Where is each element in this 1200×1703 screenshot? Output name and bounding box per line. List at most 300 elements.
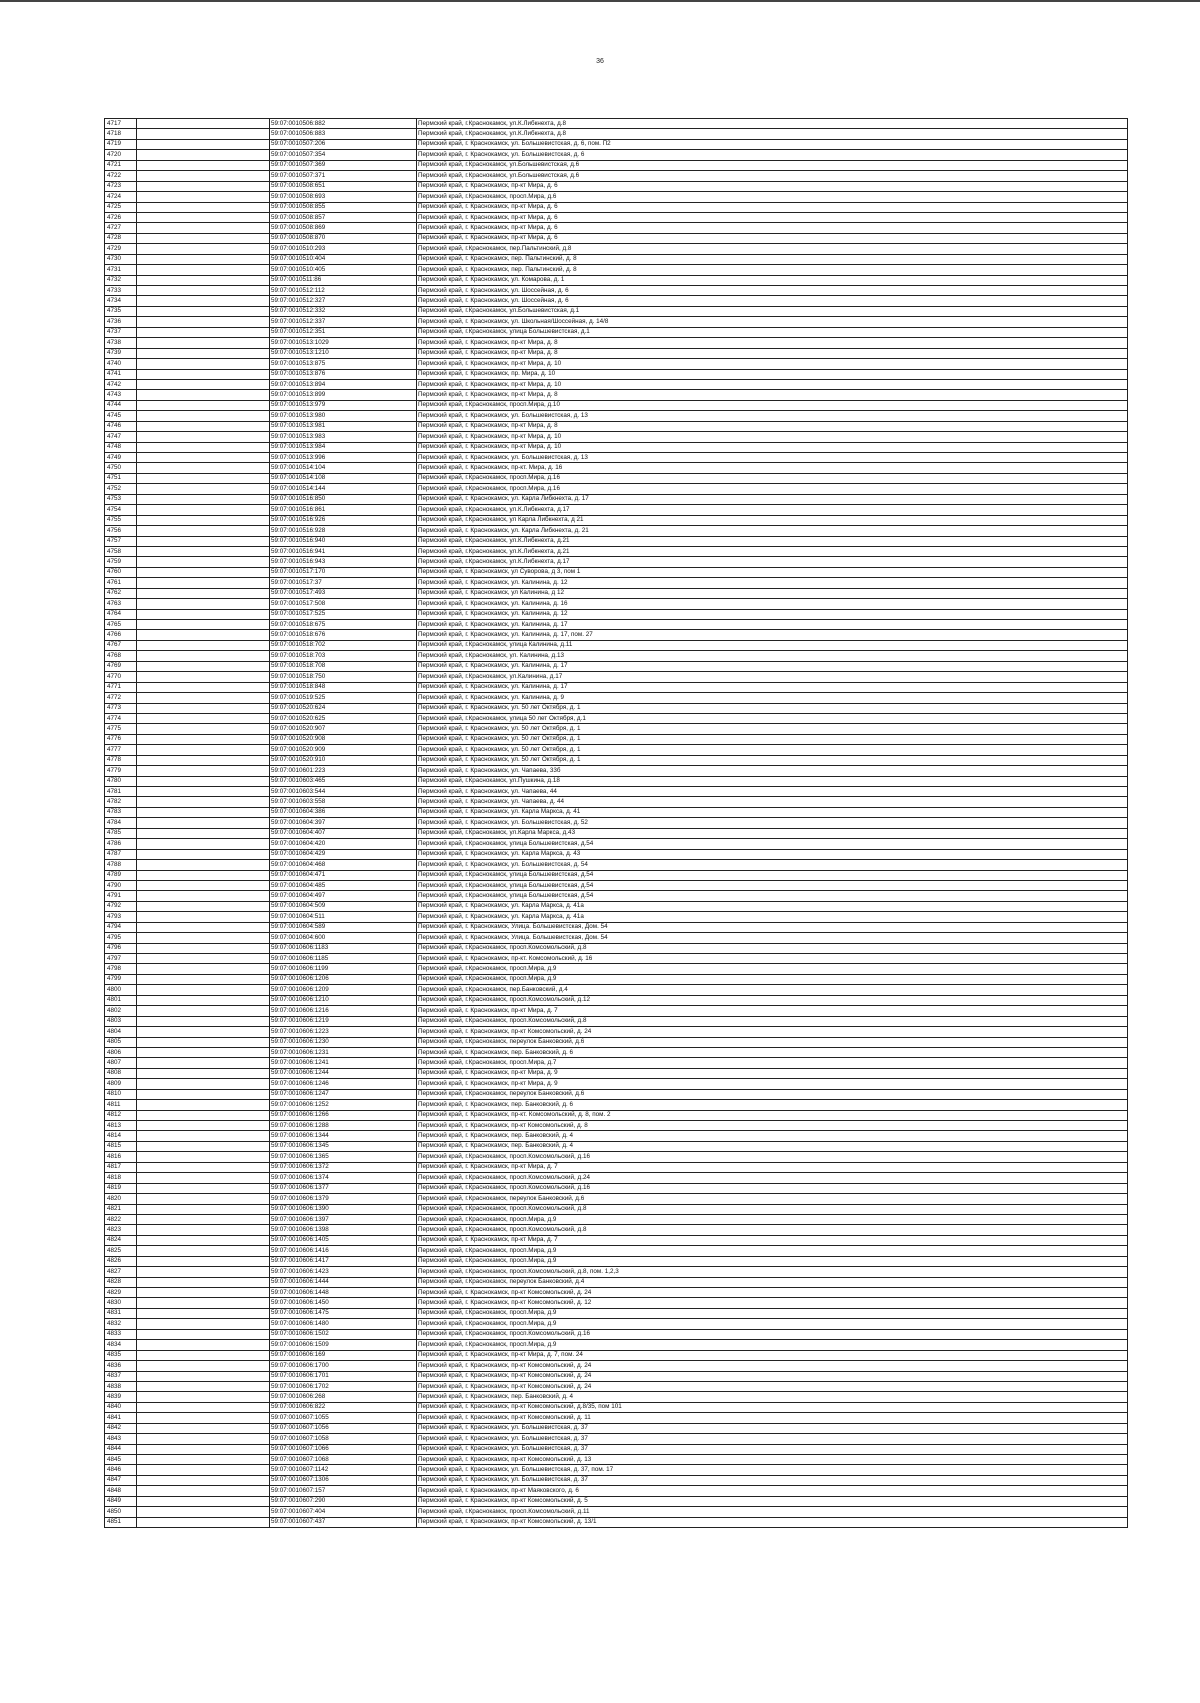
address-cell: Пермский край, г.Краснокамск, переулок Банковский, д.6: [417, 1037, 1128, 1047]
cadastral-number-cell: 59:07:0010516:928: [270, 526, 417, 536]
row-number-cell: 4837: [105, 1371, 137, 1381]
cadastral-number-cell: 59:07:0010606:1397: [270, 1214, 417, 1224]
table-row: [105, 1079, 1128, 1089]
empty-cell: [137, 1496, 270, 1506]
address-cell: Пермский край, г.Краснокамск, ул.Большевистская, д.1: [417, 306, 1128, 316]
empty-cell: [137, 432, 270, 442]
cadastral-number-cell: 59:07:0010603:465: [270, 776, 417, 786]
row-number-cell: 4740: [105, 359, 137, 369]
row-number-cell: 4848: [105, 1486, 137, 1496]
empty-cell: [137, 912, 270, 922]
row-number-cell: 4724: [105, 192, 137, 202]
address-cell: Пермский край, г. Краснокамск, ул. Калинина, д. 9: [417, 693, 1128, 703]
cadastral-number-cell: 59:07:0010518:848: [270, 682, 417, 692]
address-cell: Пермский край, г. Краснокамск, ул. Большевистская, д. 54: [417, 860, 1128, 870]
address-cell: Пермский край, г.Краснокамск, ул Карла Либкнехта, д 21: [417, 515, 1128, 525]
address-cell: Пермский край, г. Краснокамск, ул. Большевистская, д. 6: [417, 150, 1128, 160]
cadastral-number-cell: 59:07:0010606:1702: [270, 1381, 417, 1391]
empty-cell: [137, 244, 270, 254]
empty-cell: [137, 1319, 270, 1329]
empty-cell: [137, 348, 270, 358]
empty-cell: [137, 1225, 270, 1235]
address-cell: Пермский край, г.Краснокамск, ул.Калинина, д.17: [417, 672, 1128, 682]
cadastral-number-cell: 59:07:0010606:1398: [270, 1225, 417, 1235]
empty-cell: [137, 1006, 270, 1016]
cadastral-number-cell: 59:07:0010604:471: [270, 870, 417, 880]
address-cell: Пермский край, г. Краснокамск, пр-кт Мира, д. 9: [417, 1079, 1128, 1089]
cadastral-number-cell: 59:07:0010513:983: [270, 432, 417, 442]
row-number-cell: 4840: [105, 1402, 137, 1412]
table-row: [105, 400, 1128, 410]
row-number-cell: 4830: [105, 1298, 137, 1308]
empty-cell: [137, 713, 270, 723]
cadastral-number-cell: 59:07:0010516:850: [270, 494, 417, 504]
cadastral-number-cell: 59:07:0010512:337: [270, 317, 417, 327]
cadastral-number-cell: 59:07:0010513:981: [270, 421, 417, 431]
table-row: [105, 870, 1128, 880]
empty-cell: [137, 943, 270, 953]
empty-cell: [137, 1204, 270, 1214]
table-row: [105, 860, 1128, 870]
address-cell: Пермский край, г.Краснокамск, улица Большевистская, д.1: [417, 327, 1128, 337]
address-cell: Пермский край, г.Краснокамск, переулок Банковский, д.6: [417, 1089, 1128, 1099]
table-row: [105, 150, 1128, 160]
empty-cell: [137, 620, 270, 630]
cadastral-number-cell: 59:07:0010606:1266: [270, 1110, 417, 1120]
empty-cell: [137, 160, 270, 170]
table-row: [105, 526, 1128, 536]
table-row: [105, 1037, 1128, 1047]
empty-cell: [137, 599, 270, 609]
table-row: [105, 1225, 1128, 1235]
row-number-cell: 4761: [105, 578, 137, 588]
cadastral-number-cell: 59:07:0010606:1216: [270, 1006, 417, 1016]
empty-cell: [137, 651, 270, 661]
address-cell: Пермский край, г. Краснокамск, пр-кт Комсомольский, д.8/35, пом 101: [417, 1402, 1128, 1412]
table-row: [105, 1371, 1128, 1381]
address-cell: Пермский край, г. Краснокамск, пр-кт Комсомольский, д. 5: [417, 1496, 1128, 1506]
row-number-cell: 4765: [105, 620, 137, 630]
cadastral-number-cell: 59:07:0010507:206: [270, 139, 417, 149]
cadastral-number-cell: 59:07:0010514:108: [270, 473, 417, 483]
address-cell: Пермский край, г.Краснокамск, просп.Комсомольский, д.11: [417, 1507, 1128, 1517]
row-number-cell: 4826: [105, 1256, 137, 1266]
empty-cell: [137, 546, 270, 556]
empty-cell: [137, 557, 270, 567]
address-cell: Пермский край, г.Краснокамск, улица Большевистская, д.54: [417, 870, 1128, 880]
cadastral-number-cell: 59:07:0010604:420: [270, 839, 417, 849]
table-row: [105, 1277, 1128, 1287]
row-number-cell: 4746: [105, 421, 137, 431]
table-row: [105, 1141, 1128, 1151]
table-row: [105, 1434, 1128, 1444]
empty-cell: [137, 254, 270, 264]
table-row: [105, 880, 1128, 890]
table-row: [105, 1423, 1128, 1433]
row-number-cell: 4749: [105, 453, 137, 463]
row-number-cell: 4794: [105, 922, 137, 932]
row-number-cell: 4796: [105, 943, 137, 953]
row-number-cell: 4783: [105, 807, 137, 817]
cadastral-number-cell: 59:07:0010516:940: [270, 536, 417, 546]
table-row: [105, 1350, 1128, 1360]
cadastral-number-cell: 59:07:0010607:157: [270, 1486, 417, 1496]
empty-cell: [137, 1434, 270, 1444]
empty-cell: [137, 369, 270, 379]
empty-cell: [137, 1121, 270, 1131]
empty-cell: [137, 1288, 270, 1298]
empty-cell: [137, 682, 270, 692]
table-row: [105, 1392, 1128, 1402]
empty-cell: [137, 891, 270, 901]
table-row: [105, 181, 1128, 191]
table-body: [105, 119, 1128, 1528]
address-cell: Пермский край, г. Краснокамск, ул. Карла Маркса, д. 41: [417, 807, 1128, 817]
row-number-cell: 4769: [105, 661, 137, 671]
table-row: [105, 411, 1128, 421]
cadastral-number-cell: 59:07:0010607:1142: [270, 1465, 417, 1475]
empty-cell: [137, 724, 270, 734]
address-cell: Пермский край, г. Краснокамск, Улица. Большевистская, Дом. 54: [417, 922, 1128, 932]
table-row: [105, 171, 1128, 181]
empty-cell: [137, 1371, 270, 1381]
empty-cell: [137, 139, 270, 149]
row-number-cell: 4836: [105, 1361, 137, 1371]
row-number-cell: 4802: [105, 1006, 137, 1016]
row-number-cell: 4735: [105, 306, 137, 316]
cadastral-number-cell: 59:07:0010606:1210: [270, 995, 417, 1005]
address-cell: Пермский край, г.Краснокамск, ул.К.Либкнехта, д.8: [417, 129, 1128, 139]
table-row: [105, 943, 1128, 953]
empty-cell: [137, 766, 270, 776]
empty-cell: [137, 473, 270, 483]
empty-cell: [137, 954, 270, 964]
address-cell: Пермский край, г. Краснокамск, пер. Банковский, д. 6: [417, 1047, 1128, 1057]
address-cell: Пермский край, г. Краснокамск, пер. Банковский, д. 4: [417, 1141, 1128, 1151]
table-row: [105, 1016, 1128, 1026]
empty-cell: [137, 1392, 270, 1402]
empty-cell: [137, 1235, 270, 1245]
cadastral-number-cell: 59:07:0010606:1379: [270, 1194, 417, 1204]
table-row: [105, 484, 1128, 494]
cadastral-number-cell: 59:07:0010513:1029: [270, 338, 417, 348]
row-number-cell: 4739: [105, 348, 137, 358]
empty-cell: [137, 630, 270, 640]
table-row: [105, 432, 1128, 442]
address-cell: Пермский край, г. Краснокамск, ул. Калинина, д. 17: [417, 620, 1128, 630]
cadastral-number-cell: 59:07:0010518:675: [270, 620, 417, 630]
cadastral-number-cell: 59:07:0010606:1252: [270, 1100, 417, 1110]
empty-cell: [137, 202, 270, 212]
row-number-cell: 4760: [105, 567, 137, 577]
empty-cell: [137, 421, 270, 431]
row-number-cell: 4752: [105, 484, 137, 494]
row-number-cell: 4744: [105, 400, 137, 410]
row-number-cell: 4850: [105, 1507, 137, 1517]
cadastral-number-cell: 59:07:0010606:1480: [270, 1319, 417, 1329]
table-row: [105, 348, 1128, 358]
cadastral-number-cell: 59:07:0010508:855: [270, 202, 417, 212]
row-number-cell: 4770: [105, 672, 137, 682]
table-row: [105, 588, 1128, 598]
cadastral-number-cell: 59:07:0010513:996: [270, 453, 417, 463]
address-cell: Пермский край, г. Краснокамск, ул. Большевистская, д. 37: [417, 1423, 1128, 1433]
empty-cell: [137, 463, 270, 473]
row-number-cell: 4843: [105, 1434, 137, 1444]
row-number-cell: 4800: [105, 985, 137, 995]
address-cell: Пермский край, г. Краснокамск, пер. Банковский, д. 4: [417, 1392, 1128, 1402]
table-row: [105, 995, 1128, 1005]
address-cell: Пермский край, г.Краснокамск, улица Большевистская, д.54: [417, 880, 1128, 890]
row-number-cell: 4834: [105, 1340, 137, 1350]
row-number-cell: 4722: [105, 171, 137, 181]
address-cell: Пермский край, г. Краснокамск, пер. Пальтинский, д. 8: [417, 265, 1128, 275]
table-row: [105, 985, 1128, 995]
cadastral-number-cell: 59:07:0010510:293: [270, 244, 417, 254]
empty-cell: [137, 379, 270, 389]
address-cell: Пермский край, г. Краснокамск, пр-кт Комсомольский, д. 13/1: [417, 1517, 1128, 1527]
row-number-cell: 4788: [105, 860, 137, 870]
address-cell: Пермский край, г.Краснокамск, просп.Комсомольский, д.8: [417, 1016, 1128, 1026]
row-number-cell: 4736: [105, 317, 137, 327]
cadastral-number-cell: 59:07:0010606:1405: [270, 1235, 417, 1245]
table-row: [105, 139, 1128, 149]
table-row: [105, 265, 1128, 275]
address-cell: Пермский край, г. Краснокамск, пр-кт Комсомольский, д. 24: [417, 1381, 1128, 1391]
empty-cell: [137, 1267, 270, 1277]
empty-cell: [137, 338, 270, 348]
address-cell: Пермский край, г. Краснокамск, пр-кт Мира, д. 6: [417, 202, 1128, 212]
cadastral-number-cell: 59:07:0010607:404: [270, 1507, 417, 1517]
address-cell: Пермский край, г. Краснокамск, пр-кт Мира, д. 6: [417, 181, 1128, 191]
row-number-cell: 4815: [105, 1141, 137, 1151]
top-rule: [0, 0, 1200, 2]
row-number-cell: 4817: [105, 1162, 137, 1172]
row-number-cell: 4845: [105, 1455, 137, 1465]
empty-cell: [137, 286, 270, 296]
row-number-cell: 4787: [105, 849, 137, 859]
row-number-cell: 4768: [105, 651, 137, 661]
cadastral-number-cell: 59:07:0010517:37: [270, 578, 417, 588]
table-row: [105, 1027, 1128, 1037]
row-number-cell: 4851: [105, 1517, 137, 1527]
row-number-cell: 4763: [105, 599, 137, 609]
address-cell: Пермский край, г. Краснокамск, ул Суворова, д 3, пом 1: [417, 567, 1128, 577]
cadastral-number-cell: 59:07:0010516:943: [270, 557, 417, 567]
cadastral-number-cell: 59:07:0010518:703: [270, 651, 417, 661]
cadastral-number-cell: 59:07:0010606:1288: [270, 1121, 417, 1131]
address-cell: Пермский край, г. Краснокамск, Улица. Большевистская, Дом. 54: [417, 933, 1128, 943]
row-number-cell: 4842: [105, 1423, 137, 1433]
table-row: [105, 1402, 1128, 1412]
table-row: [105, 1047, 1128, 1057]
table-row: [105, 442, 1128, 452]
address-cell: Пермский край, г.Краснокамск, просп.Комсомольский, д.8: [417, 943, 1128, 953]
table-row: [105, 630, 1128, 640]
row-number-cell: 4831: [105, 1308, 137, 1318]
address-cell: Пермский край, г. Краснокамск, ул. 50 лет Октября, д. 1: [417, 755, 1128, 765]
cadastral-number-cell: 59:07:0010508:870: [270, 233, 417, 243]
row-number-cell: 4757: [105, 536, 137, 546]
cadastral-number-cell: 59:07:0010606:1345: [270, 1141, 417, 1151]
empty-cell: [137, 1277, 270, 1287]
address-cell: Пермский край, г.Краснокамск, ул.Пушкина, д.18: [417, 776, 1128, 786]
table-row: [105, 1214, 1128, 1224]
empty-cell: [137, 1100, 270, 1110]
row-number-cell: 4827: [105, 1267, 137, 1277]
table-row: [105, 390, 1128, 400]
cadastral-number-cell: 59:07:0010606:1209: [270, 985, 417, 995]
address-cell: Пермский край, г. Краснокамск, ул. Большевистская, д. 37: [417, 1444, 1128, 1454]
table-row: [105, 212, 1128, 222]
table-row: [105, 1173, 1128, 1183]
table-row: [105, 1288, 1128, 1298]
table-row: [105, 453, 1128, 463]
cadastral-number-cell: 59:07:0010516:926: [270, 515, 417, 525]
empty-cell: [137, 745, 270, 755]
cadastral-number-cell: 59:07:0010606:1247: [270, 1089, 417, 1099]
empty-cell: [137, 567, 270, 577]
cadastral-number-cell: 59:07:0010512:327: [270, 296, 417, 306]
cadastral-number-cell: 59:07:0010517:170: [270, 567, 417, 577]
address-cell: Пермский край, г. Краснокамск, пр-кт Мира, д. 7: [417, 1006, 1128, 1016]
row-number-cell: 4727: [105, 223, 137, 233]
address-cell: Пермский край, г.Краснокамск, ул.Карла Маркса, д.43: [417, 828, 1128, 838]
cadastral-number-cell: 59:07:0010606:1444: [270, 1277, 417, 1287]
empty-cell: [137, 526, 270, 536]
address-cell: Пермский край, г.Краснокамск, просп.Мира, д.9: [417, 1246, 1128, 1256]
address-cell: Пермский край, г. Краснокамск, пр-кт Мира, д. 8: [417, 390, 1128, 400]
empty-cell: [137, 578, 270, 588]
table-row: [105, 1496, 1128, 1506]
row-number-cell: 4820: [105, 1194, 137, 1204]
row-number-cell: 4797: [105, 954, 137, 964]
table-row: [105, 1235, 1128, 1245]
empty-cell: [137, 1381, 270, 1391]
cadastral-number-cell: 59:07:0010606:1372: [270, 1162, 417, 1172]
address-cell: Пермский край, г. Краснокамск, пр-кт Мира, д. 6: [417, 223, 1128, 233]
table-row: [105, 703, 1128, 713]
cadastral-number-cell: 59:07:0010508:857: [270, 212, 417, 222]
cadastral-number-cell: 59:07:0010606:1423: [270, 1267, 417, 1277]
cadastral-table: [104, 118, 1128, 1528]
address-cell: Пермский край, г.Краснокамск, просп.Мира, д.6: [417, 192, 1128, 202]
empty-cell: [137, 703, 270, 713]
empty-cell: [137, 849, 270, 859]
row-number-cell: 4741: [105, 369, 137, 379]
table-row: [105, 1465, 1128, 1475]
cadastral-number-cell: 59:07:0010604:511: [270, 912, 417, 922]
cadastral-number-cell: 59:07:0010518:708: [270, 661, 417, 671]
row-number-cell: 4809: [105, 1079, 137, 1089]
row-number-cell: 4806: [105, 1047, 137, 1057]
address-cell: Пермский край, г.Краснокамск, просп.Мира, д.7: [417, 1058, 1128, 1068]
table-row: [105, 1413, 1128, 1423]
table-row: [105, 1006, 1128, 1016]
table-row: [105, 964, 1128, 974]
row-number-cell: 4777: [105, 745, 137, 755]
table-row: [105, 1486, 1128, 1496]
empty-cell: [137, 974, 270, 984]
address-cell: Пермский край, г. Краснокамск, пр-кт. Мира, д. 16: [417, 463, 1128, 473]
address-cell: Пермский край, г. Краснокамск, ул. Большевистская, д. 13: [417, 453, 1128, 463]
table-row: [105, 379, 1128, 389]
address-cell: Пермский край, г. Краснокамск, пр-кт Мира, д. 6: [417, 233, 1128, 243]
empty-cell: [137, 1423, 270, 1433]
empty-cell: [137, 129, 270, 139]
address-cell: Пермский край, г.Краснокамск, улица Калинина, д.11: [417, 640, 1128, 650]
row-number-cell: 4821: [105, 1204, 137, 1214]
row-number-cell: 4779: [105, 766, 137, 776]
row-number-cell: 4781: [105, 787, 137, 797]
address-cell: Пермский край, г. Краснокамск, пр. Мира, д. 10: [417, 369, 1128, 379]
row-number-cell: 4833: [105, 1329, 137, 1339]
cadastral-number-cell: 59:07:0010517:508: [270, 599, 417, 609]
cadastral-number-cell: 59:07:0010508:693: [270, 192, 417, 202]
empty-cell: [137, 400, 270, 410]
table-row: [105, 1204, 1128, 1214]
address-cell: Пермский край, г. Краснокамск, пр-кт Комсомольский, д. 13: [417, 1455, 1128, 1465]
address-cell: Пермский край, г. Краснокамск, пр-кт Мира, д. 8: [417, 338, 1128, 348]
empty-cell: [137, 609, 270, 619]
address-cell: Пермский край, г. Краснокамск, ул. Шоссейная, д. 6: [417, 296, 1128, 306]
table-row: [105, 515, 1128, 525]
empty-cell: [137, 1507, 270, 1517]
row-number-cell: 4825: [105, 1246, 137, 1256]
address-cell: Пермский край, г.Краснокамск, просп.Мира, д.9: [417, 964, 1128, 974]
address-cell: Пермский край, г.Краснокамск, просп.Мира, д.9: [417, 974, 1128, 984]
empty-cell: [137, 787, 270, 797]
row-number-cell: 4719: [105, 139, 137, 149]
row-number-cell: 4829: [105, 1288, 137, 1298]
table-row: [105, 1319, 1128, 1329]
table-row: [105, 1444, 1128, 1454]
table-row: [105, 160, 1128, 170]
cadastral-number-cell: 59:07:0010607:1066: [270, 1444, 417, 1454]
cadastral-number-cell: 59:07:0010507:369: [270, 160, 417, 170]
address-cell: Пермский край, г. Краснокамск, ул. Большевистская, д. 37: [417, 1475, 1128, 1485]
address-cell: Пермский край, г. Краснокамск, пр-кт Комсомольский, д. 24: [417, 1288, 1128, 1298]
table-row: [105, 1329, 1128, 1339]
address-cell: Пермский край, г. Краснокамск, ул. Калинина, д. 16: [417, 599, 1128, 609]
empty-cell: [137, 233, 270, 243]
address-cell: Пермский край, г. Краснокамск, ул. Калинина, д. 12: [417, 609, 1128, 619]
row-number-cell: 4839: [105, 1392, 137, 1402]
cadastral-number-cell: 59:07:0010606:1417: [270, 1256, 417, 1266]
cadastral-number-cell: 59:07:0010606:1344: [270, 1131, 417, 1141]
empty-cell: [137, 1214, 270, 1224]
cadastral-number-cell: 59:07:0010606:1700: [270, 1361, 417, 1371]
address-cell: Пермский край, г.Краснокамск, просп.Мира, д.9: [417, 1340, 1128, 1350]
cadastral-number-cell: 59:07:0010604:600: [270, 933, 417, 943]
address-cell: Пермский край, г. Краснокамск, пер. Банковский, д. 4: [417, 1131, 1128, 1141]
empty-cell: [137, 1455, 270, 1465]
empty-cell: [137, 1256, 270, 1266]
table-row: [105, 1089, 1128, 1099]
table-row: [105, 1298, 1128, 1308]
address-cell: Пермский край, г. Краснокамск, ул Калинина, д 12: [417, 588, 1128, 598]
cadastral-number-cell: 59:07:0010506:882: [270, 119, 417, 129]
table-row: [105, 338, 1128, 348]
empty-cell: [137, 1350, 270, 1360]
address-cell: Пермский край, г.Краснокамск, переулок Банковский, д.6: [417, 1194, 1128, 1204]
address-cell: Пермский край, г.Краснокамск, ул.К.Либкнехта, д.17: [417, 557, 1128, 567]
row-number-cell: 4805: [105, 1037, 137, 1047]
table-row: [105, 1121, 1128, 1131]
empty-cell: [137, 359, 270, 369]
table-row: [105, 755, 1128, 765]
address-cell: Пермский край, г. Краснокамск, пр-кт Мира, д. 8: [417, 421, 1128, 431]
